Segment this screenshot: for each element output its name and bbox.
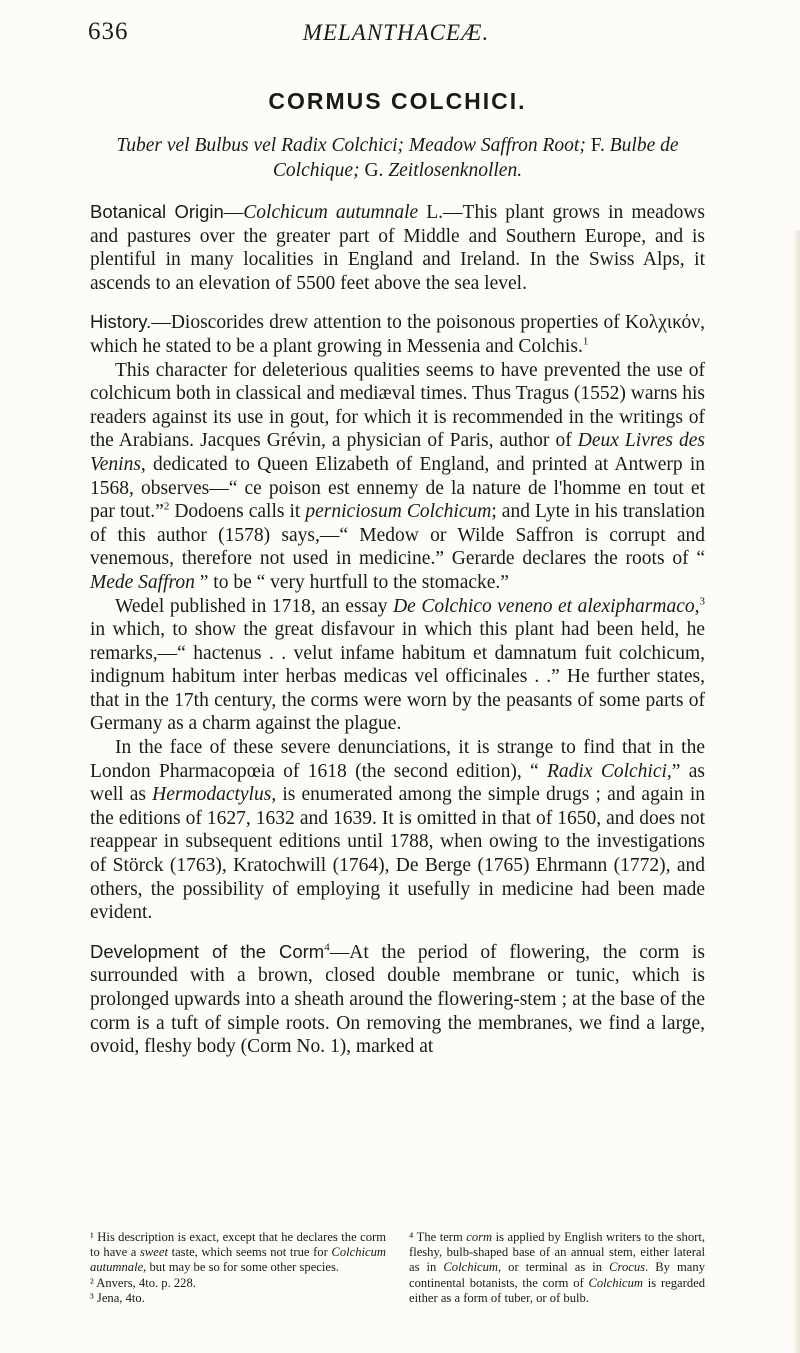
footnote-text: , or terminal as in: [497, 1260, 610, 1275]
development-text: —At the period of flowering, the corm is surrounded with a brown, closed double membrane or tunic, which is prolonged upwards into a sheath around the flowering-stem ; at the base of the corm is a tuft of simple roots. On removing the membranes, we find a large, ovoid, fleshy body (Corm No. 1), marked at: [90, 941, 705, 1058]
footnote-1: [90, 1230, 386, 1276]
development-paragraph: [90, 940, 705, 1059]
footnote-text: taste, which seems not true for: [167, 1245, 332, 1260]
footnote-species: Colchicum: [443, 1260, 498, 1275]
history-paragraph-1: [90, 310, 705, 358]
history-text: ; and Lyte in his translation of this author (1578) says,—“ Medow or Wilde Saffron is corrupt and venemous, therefore not used in medicine.” Gerarde declares the roots of “: [90, 501, 706, 570]
french-synonym-part2: Colchique;: [272, 160, 360, 181]
footnote-ref-3[interactable]: 3: [699, 595, 705, 607]
running-head: [88, 18, 704, 50]
footnote-3: ³ Jena, 4to.: [90, 1290, 145, 1305]
botanical-origin-text: L.—This plant grows in meadows and pastures over the greater part of Middle and Southern Europe, and is plentiful in many localities in England and Ireland. In the Swiss Alps, it ascends to an elevation of 5500 feet above the sea level.: [90, 202, 705, 294]
drug-name: Hermodactylus: [152, 784, 272, 806]
development-heading: Development of the Corm: [90, 940, 325, 962]
footnote-4: [409, 1230, 705, 1306]
page-body: [90, 88, 705, 1059]
botanical-origin-paragraph: [90, 200, 705, 295]
footnote-ref-1[interactable]: 1: [582, 335, 589, 348]
footnote-text: , but may be so for some other species.: [143, 1260, 340, 1275]
footnote-species: Colchicum: [588, 1275, 644, 1290]
footnote-emphasis: sweet: [140, 1245, 168, 1260]
history-text: This character for deleterious qualities seems to have prevented the use of colchicum both in classical and mediæval times. Thus Tragus (1552) warns his readers against its use in gout, for which it is recommended in the writings of the Arabians. Jacques Grévin, a physician of Paris, author of: [90, 359, 705, 452]
history-paragraph-3: [90, 595, 705, 737]
dash: —: [223, 202, 244, 223]
synonyms: [90, 133, 705, 183]
footnote-term: corm: [466, 1230, 493, 1244]
page-edge-shadow: [792, 230, 800, 1353]
footnote-text: ⁴ The term: [409, 1230, 467, 1244]
section-title: CORMUS COLCHICI.: [268, 88, 527, 114]
history-text: , is enumerated among the simple drugs ; and again in the editions of 1627, 1632 and 1639. It is omitted in that of 1650, and does not reappear in subsequent editions until 1788, when owing to the investigations of Störck (1763), Kratochwill (1764), De Berge (1765) Ehrmann (1772), and others, the possibility of employing it usefully in medicine had been made evident.: [90, 784, 705, 924]
history-paragraph-4: [90, 736, 705, 925]
footnotes: [90, 1230, 705, 1306]
botanical-origin-heading: Botanical Origin: [90, 201, 224, 222]
footnote-text: is regarded either as a form of tuber, or of bulb.: [409, 1275, 706, 1305]
history-text: Wedel published in 1718, an essay: [115, 595, 394, 617]
footnote-text: ¹ His description is exact, except that he declares the corm to have a: [90, 1230, 386, 1260]
species-name: Colchicum autumnale: [243, 202, 419, 223]
footnotes-right-column: [409, 1230, 705, 1306]
footnote-species: Colchicum autumnale: [90, 1245, 386, 1275]
french-synonym-part1: Bulbe de: [609, 135, 679, 156]
history-text: Dodoens calls it: [169, 501, 306, 523]
history-paragraph-2: [90, 359, 705, 595]
plant-name: Mede Saffron: [90, 571, 195, 593]
page-number: 636: [88, 18, 129, 45]
footnote-2: ² Anvers, 4to. p. 228.: [90, 1275, 196, 1290]
history-text: ” to be “ very hurtfull to the stomacke.”: [194, 571, 509, 593]
synonym-label-german: G.: [359, 160, 389, 181]
synonym-label-french: F.: [585, 135, 610, 156]
history-text: —Dioscorides drew attention to the poisonous properties of: [151, 312, 625, 334]
footnote-text: . By many continental botanists, the corm of: [409, 1260, 705, 1290]
footnote-ref-4[interactable]: 4: [324, 941, 330, 954]
footnote-ref-2[interactable]: 2: [163, 500, 170, 513]
latin-english-synonyms: Tuber vel Bulbus vel Radix Colchici; Meadow Saffron Root;: [116, 135, 586, 156]
history-text: ,: [694, 595, 700, 617]
history-text: , dedicated to Queen Elizabeth of England, and printed at Antwerp in 1568, observes—“ ce poison est ennemy de la nature de l'homme en tout et par tout.”: [90, 453, 705, 523]
history-text: , which he stated to be a plant growing in Messenia and Colchis.: [90, 312, 705, 357]
history-text: ” as well as: [90, 760, 706, 806]
drug-name: Radix Colchici,: [547, 760, 672, 782]
german-synonym: Zeitlosenknollen.: [388, 160, 523, 181]
essay-title: De Colchico veneno et alexipharmaco: [393, 595, 695, 617]
running-title: MELANTHACEÆ.: [302, 20, 490, 45]
latin-term: perniciosum Colchicum: [305, 501, 492, 523]
history-text: in which, to show the great disfavour in which this plant had been held, he remarks,—“ hactenus . . velut infame habitum et damnatum fuit colchicum, indignum habitum inter herbas medicas vel officinales . .” He further states, that in the 17th century, the corms were worn by the peasants of some parts of Germany as a charm against the plague.: [90, 619, 705, 735]
history-heading: History.: [90, 311, 152, 333]
footnotes-left-column: [90, 1230, 386, 1306]
footnote-species: Crocus: [609, 1260, 646, 1275]
history-text: In the face of these severe denunciations, it is strange to find that in the London Pharmacopœia of 1618 (the second edition), “: [90, 737, 705, 782]
footnote-text: is applied by English writers to the short, fleshy, bulb-shaped base of an annual stem, either lateral as in: [409, 1230, 705, 1275]
book-title: Deux Livres des Venins: [90, 430, 705, 475]
greek-term: Κολχικόν: [624, 312, 701, 334]
